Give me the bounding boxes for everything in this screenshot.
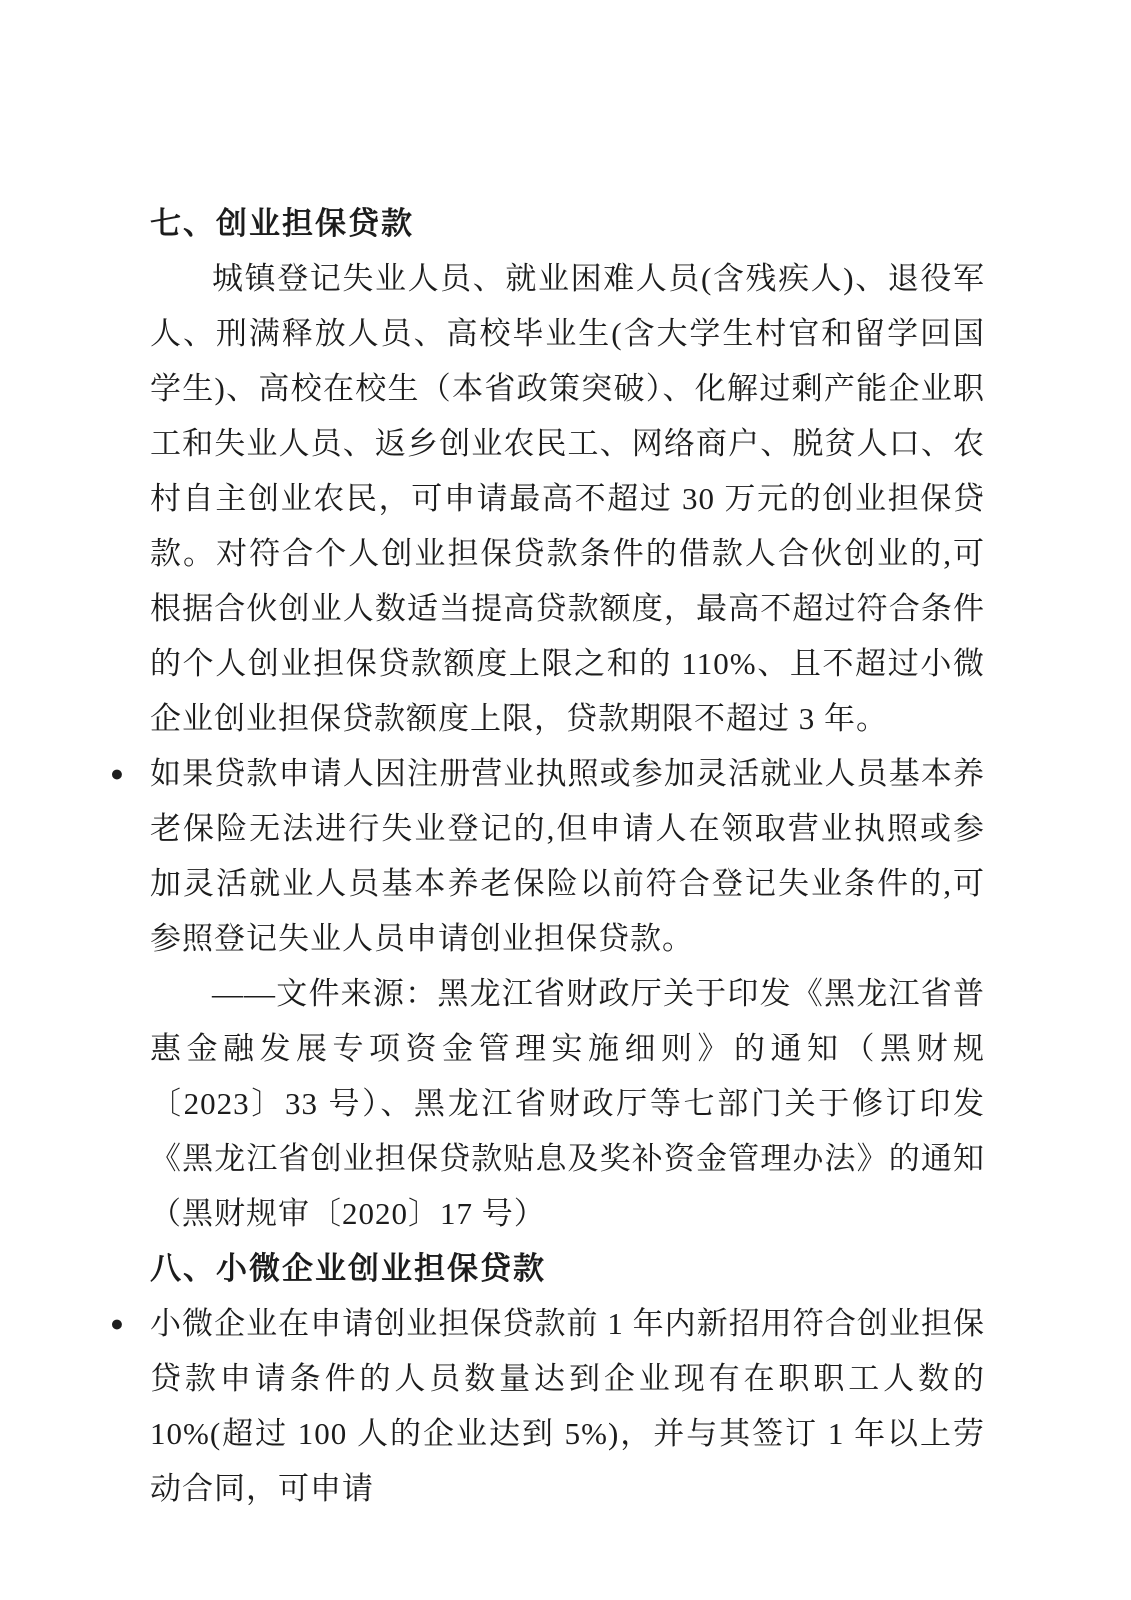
- section-heading-8: 八、小微企业创业担保贷款: [150, 1251, 546, 1286]
- section-heading-7: 七、创业担保贷款: [150, 206, 414, 241]
- bullet-item-flexible-employment: [110, 746, 985, 966]
- bullet-text-flexible-employment: 如果贷款申请人因注册营业执照或参加灵活就业人员基本养老保险无法进行失业登记的,但申请人在领取营业执照或参加灵活就业人员基本养老保险以前符合登记失业条件的,可参照登记失业人员申请创业担保贷款。: [150, 756, 985, 956]
- paragraph-loan-eligibility: 城镇登记失业人员、就业困难人员(含残疾人)、退役军人、刑满释放人员、高校毕业生(含大学生村官和留学回国学生)、高校在校生（本省政策突破）、化解过剩产能企业职工和失业人员、返乡创业农民工、网络商户、脱贫人口、农村自主创业农民，可申请最高不超过 30 万元的创业担保贷款。对符合个人创业担保贷款条件的借款人合伙创业的,可根据合伙创业人数适当提高贷款额度，最高不超过符合条件的个人创业担保贷款额度上限之和的 110%、且不超过小微企业创业担保贷款额度上限，贷款期限不超过 3 年。: [150, 261, 985, 736]
- paragraph-document-source: ——文件来源：黑龙江省财政厅关于印发《黑龙江省普惠金融发展专项资金管理实施细则》的通知（黑财规〔2023〕33 号）、黑龙江省财政厅等七部门关于修订印发《黑龙江省创业担保贷款贴息及奖补资金管理办法》的通知（黑财规审〔2020〕17 号）: [150, 976, 985, 1231]
- bullet-dot-icon: ●: [110, 1311, 124, 1336]
- bullet-dot-icon: ●: [110, 761, 124, 786]
- bullet-text-small-enterprise: 小微企业在申请创业担保贷款前 1 年内新招用符合创业担保贷款申请条件的人员数量达到企业现有在职职工人数的 10%(超过 100 人的企业达到 5%)，并与其签订 1 年以上劳动合同，可申请: [150, 1306, 985, 1506]
- bullet-item-small-enterprise: [110, 1296, 985, 1516]
